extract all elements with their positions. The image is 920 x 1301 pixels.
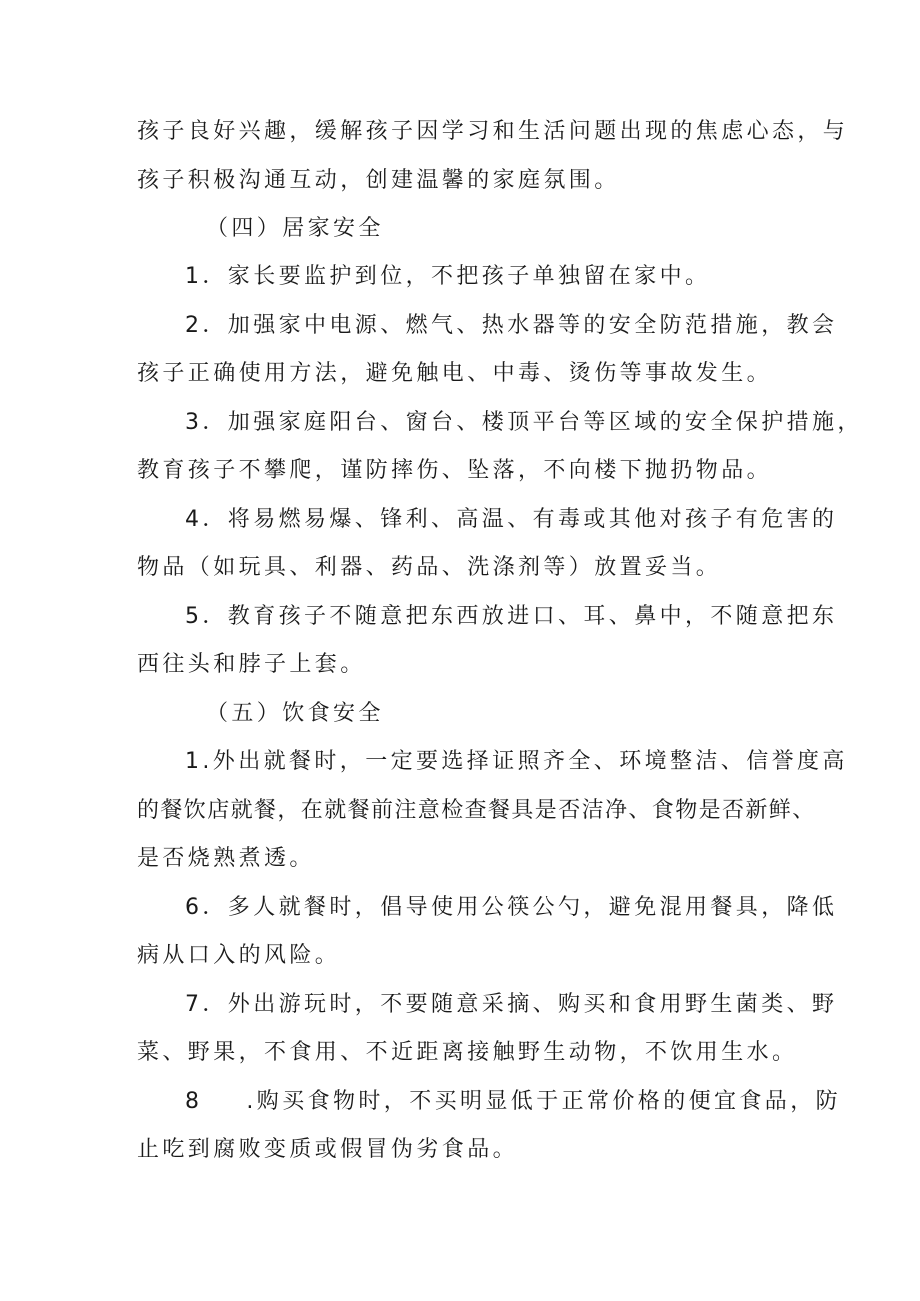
section-5-heading: （五）饮食安全: [206, 701, 384, 726]
s5-item-7-line-2: 菜、野果，不食用、不近距离接触野生动物，不饮用生水。: [137, 1040, 798, 1065]
s5-item-8-line-2: 止吃到腐败变质或假冒伪劣食品。: [137, 1137, 519, 1162]
s5-item-1-line-1: 1.外出就餐时，一定要选择证照齐全、环境整洁、信誉度高: [185, 749, 848, 774]
intro-line-2: 孩子积极沟通互动，创建温馨的家庭氛围。: [137, 168, 620, 193]
s5-item-8-text: .购买食物时，不买明显低于正常价格的便宜食品，防: [246, 1089, 842, 1114]
s4-item-3-line-1: 3．加强家庭阳台、窗台、楼顶平台等区域的安全保护措施，: [185, 410, 863, 435]
s4-item-2-line-1: 2．加强家中电源、燃气、热水器等的安全防范措施，教会: [185, 313, 838, 338]
s5-item-6-line-1: 6．多人就餐时，倡导使用公筷公勺，避免混用餐具，降低: [185, 895, 838, 920]
s4-item-3-line-2: 教育孩子不攀爬，谨防摔伤、坠落，不向楼下抛扔物品。: [137, 458, 773, 483]
s4-item-2-line-2: 孩子正确使用方法，避免触电、中毒、烫伤等事故发生。: [137, 361, 773, 386]
intro-line-1: 孩子良好兴趣，缓解孩子因学习和生活问题出现的焦虑心态，与: [137, 119, 849, 144]
s5-item-8-number: 8: [185, 1089, 203, 1114]
s5-item-8-line-1: [185, 1087, 841, 1117]
s5-item-1-line-3: 是否烧熟煮透。: [137, 846, 315, 871]
s4-item-1-line-1: 1．家长要监护到位，不把孩子单独留在家中。: [185, 264, 711, 289]
s5-item-6-line-2: 病从口入的风险。: [137, 943, 341, 968]
s4-item-5-line-2: 西往头和脖子上套。: [137, 652, 366, 677]
s4-item-4-line-1: 4．将易燃易爆、锋利、高温、有毒或其他对孩子有危害的: [185, 507, 838, 532]
s5-item-7-line-1: 7．外出游玩时，不要随意采摘、购买和食用野生菌类、野: [185, 992, 838, 1017]
s4-item-5-line-1: 5．教育孩子不随意把东西放进口、耳、鼻中，不随意把东: [185, 604, 838, 629]
s4-item-4-line-2: 物品（如玩具、利器、药品、洗涤剂等）放置妥当。: [137, 555, 722, 580]
section-4-heading: （四）居家安全: [206, 216, 384, 241]
s5-item-1-line-2: 的餐饮店就餐，在就餐前注意检查餐具是否洁净、食物是否新鲜、: [137, 798, 816, 823]
